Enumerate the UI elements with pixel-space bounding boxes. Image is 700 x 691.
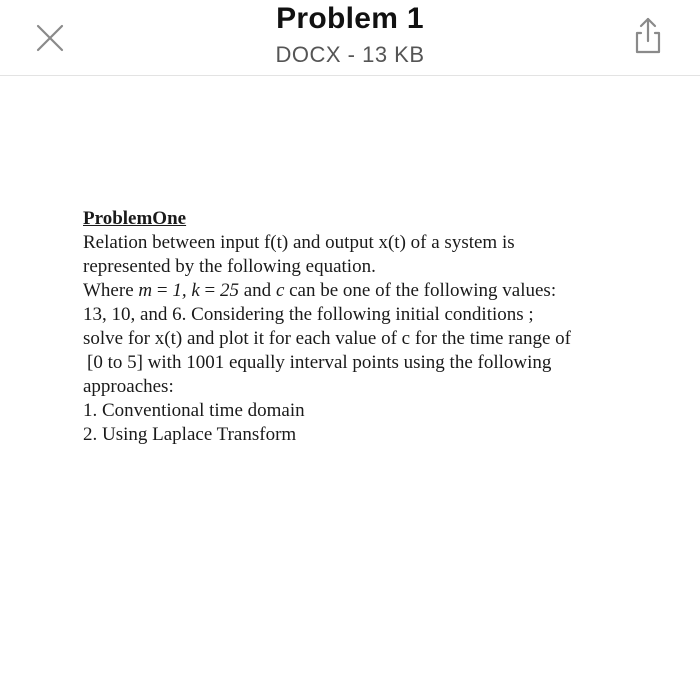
text-segment: = [152,280,173,301]
share-icon [626,14,670,58]
paragraph-line: [0 to 5] with 1001 equally interval points using the following [87,352,552,373]
variable-m: m [138,280,153,301]
text-segment: can be one of the following values: [284,280,557,301]
document-title: Problem 1 [276,2,424,35]
paragraph-line: represented by the following equation. [83,256,376,277]
paragraph-line: approaches: [83,376,174,397]
list-item: 2. Using Laplace Transform [83,424,297,445]
text-segment: and [239,280,276,301]
paragraph-line: Relation between input f(t) and output x(t) of a system is [83,232,515,253]
document-heading: ProblemOne [83,208,187,229]
share-button[interactable] [626,14,670,58]
document-file-info: DOCX - 13 KB [275,42,425,67]
list-item: 1. Conventional time domain [83,400,305,421]
variable-c: c [275,280,285,301]
variable-k: k [191,280,200,301]
value-m: 1, [172,280,192,301]
paragraph-line-where [83,279,628,303]
text-segment: Where [83,280,139,301]
viewer-header [0,0,700,76]
paragraph-line: 13, 10, and 6. Considering the following initial conditions ; [83,304,534,325]
document-content [83,207,628,447]
paragraph-line: solve for x(t) and plot it for each value of c for the time range of [83,328,572,349]
text-segment: = [199,280,220,301]
value-k: 25 [220,280,239,301]
